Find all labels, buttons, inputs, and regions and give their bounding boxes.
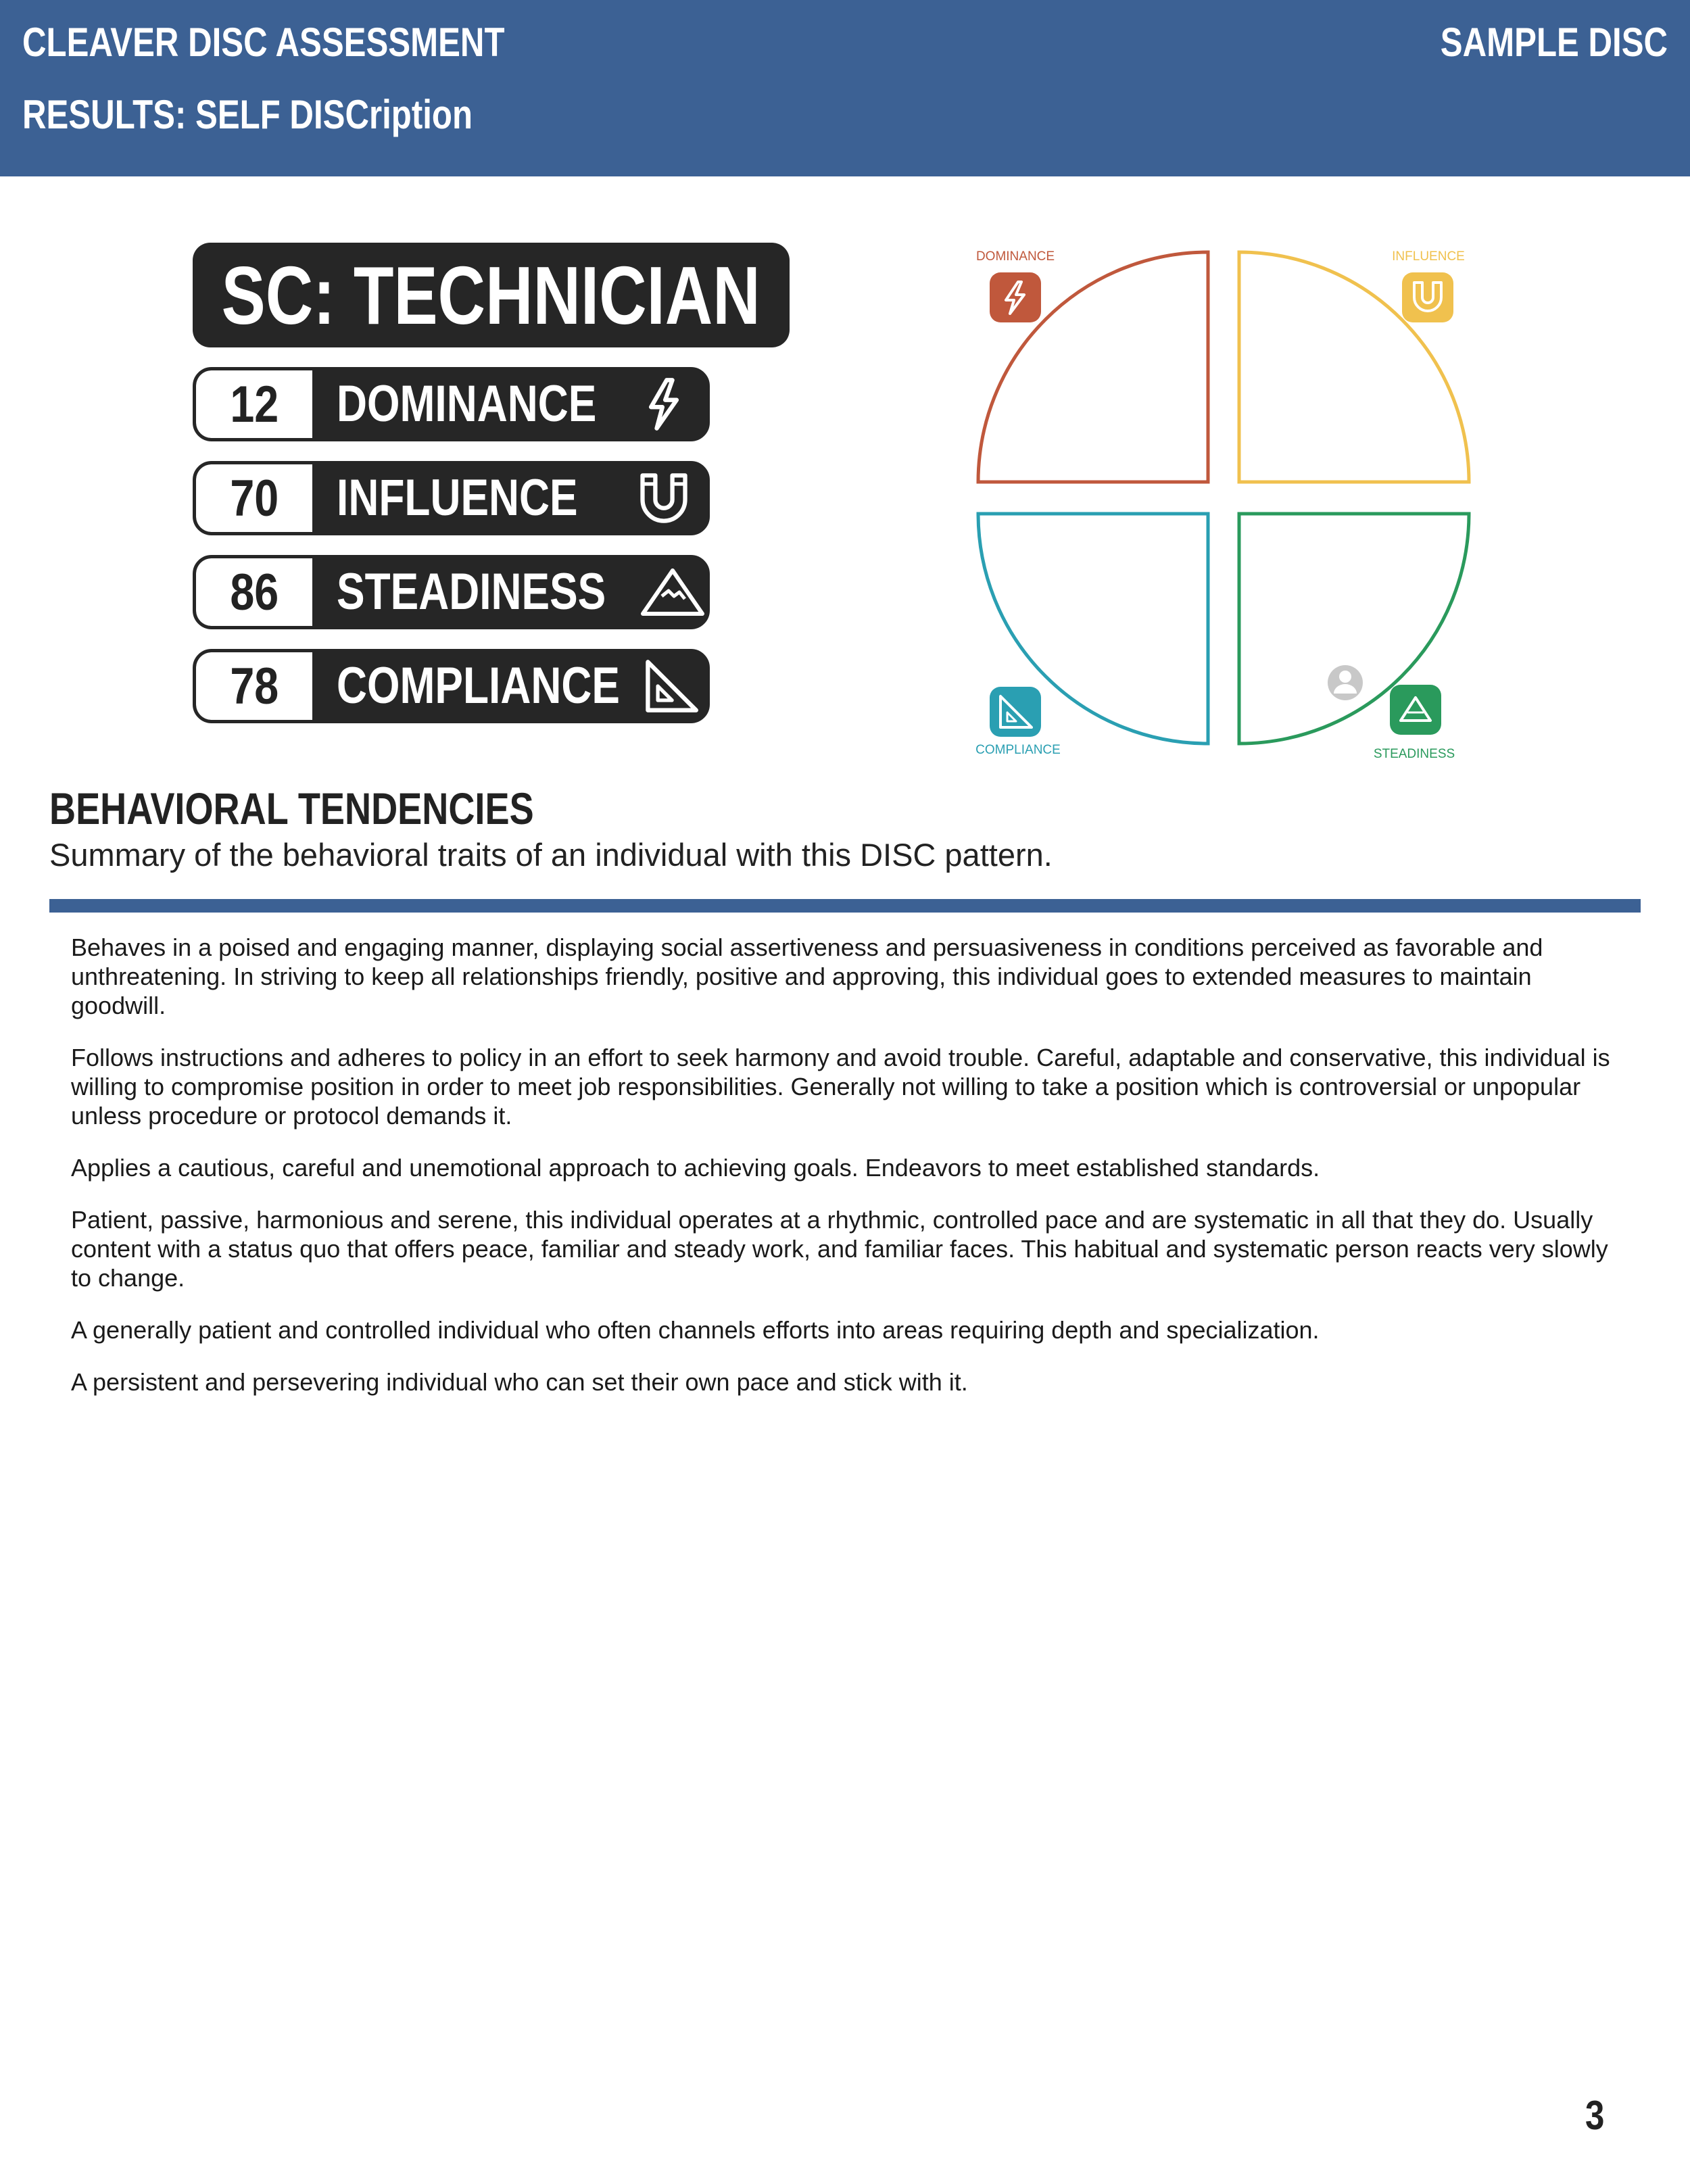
steadiness-icon bbox=[1390, 685, 1441, 735]
header-band bbox=[0, 0, 1690, 176]
paragraph: Patient, passive, harmonious and serene, this individual operates at a rhythmic, controlled pace and are systematic in all that they do. Usually content with a status quo that offers peace, familiar and steady work, and familiar faces. This habitual and systematic person reacts very slowly to change. bbox=[71, 1206, 1608, 1292]
score-row-compliance bbox=[193, 649, 710, 723]
behavioral-tendencies-text bbox=[71, 933, 1626, 1419]
person-icon bbox=[1328, 665, 1363, 700]
profile-type-label: SC: TECHNICIAN bbox=[221, 249, 761, 341]
section-heading: BEHAVIORAL TENDENCIES bbox=[49, 783, 534, 833]
profile-type-badge bbox=[193, 243, 790, 347]
section-divider bbox=[49, 899, 1641, 913]
quadrant-label-compliance: COMPLIANCE bbox=[975, 743, 1061, 757]
paragraph: A persistent and persevering individual who can set their own pace and stick with it. bbox=[71, 1368, 968, 1396]
paragraph: A generally patient and controlled individual who often channels efforts into areas requiring depth and specialization. bbox=[71, 1316, 1320, 1344]
report-title: CLEAVER DISC ASSESSMENT bbox=[22, 20, 505, 65]
score-label: INFLUENCE bbox=[337, 469, 578, 527]
lightning-bolt-icon bbox=[635, 376, 692, 433]
score-value: 12 bbox=[196, 370, 312, 438]
dominance-icon bbox=[990, 272, 1041, 322]
paragraph: Behaves in a poised and engaging manner, displaying social assertiveness and persuasiveness in conditions perceived as favorable and unthreatening. In striving to keep all relationships friendly, positive and approving, this individual goes to extended measures to maintain goodwill. bbox=[71, 933, 1543, 1019]
score-value: 86 bbox=[196, 558, 312, 626]
quadrant-label-influence: INFLUENCE bbox=[1392, 249, 1465, 264]
set-square-icon bbox=[642, 658, 699, 714]
page-number: 3 bbox=[1585, 2093, 1605, 2138]
score-label: DOMINANCE bbox=[337, 375, 597, 433]
score-value: 78 bbox=[196, 652, 312, 720]
section-subheading: Summary of the behavioral traits of an individual with this DISC pattern. bbox=[49, 837, 1053, 873]
score-value: 70 bbox=[196, 464, 312, 532]
compliance-icon bbox=[990, 687, 1041, 737]
quadrant-label-steadiness: STEADINESS bbox=[1373, 747, 1455, 761]
report-subtitle: RESULTS: SELF DISCription bbox=[22, 92, 473, 137]
paragraph: Applies a cautious, careful and unemotional approach to achieving goals. Endeavors to meet established standards. bbox=[71, 1154, 1320, 1182]
mountain-icon bbox=[639, 564, 706, 621]
score-label: STEADINESS bbox=[337, 563, 606, 621]
score-row-dominance bbox=[193, 367, 710, 441]
score-row-steadiness bbox=[193, 555, 710, 629]
disc-quadrant-chart bbox=[933, 230, 1501, 771]
influence-icon bbox=[1402, 272, 1453, 322]
magnet-icon bbox=[635, 470, 692, 527]
paragraph: Follows instructions and adheres to policy in an effort to seek harmony and avoid trouble. Careful, adaptable and conservative, this individual is willing to compromise position in order to meet job responsibilities. Generally not willing to take a position which is controversial or unpopular unless procedure or protocol demands it. bbox=[71, 1044, 1610, 1130]
score-row-influence bbox=[193, 461, 710, 535]
quadrant-label-dominance: DOMINANCE bbox=[975, 249, 1055, 264]
score-label: COMPLIANCE bbox=[337, 657, 620, 714]
report-name: SAMPLE DISC bbox=[1440, 20, 1668, 65]
